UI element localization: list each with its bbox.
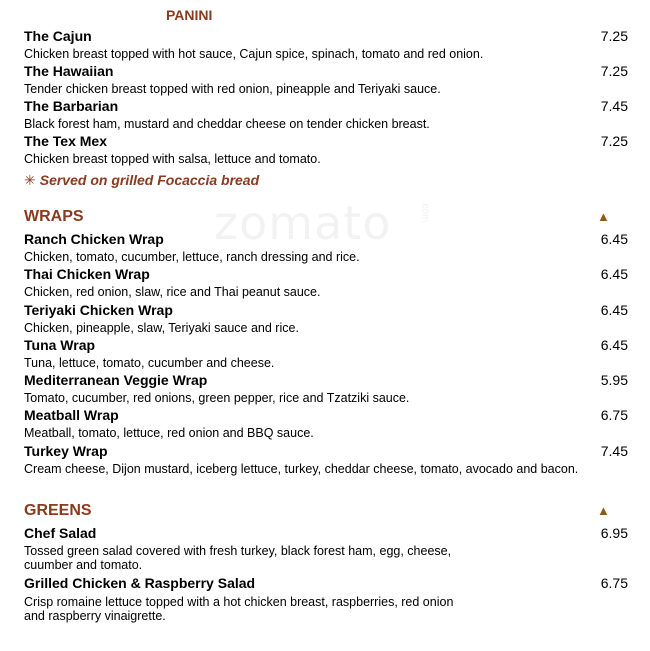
menu-item-name: Mediterranean Veggie Wrap — [24, 372, 208, 388]
menu-item-price: 6.75 — [600, 575, 628, 591]
menu-item-price: 6.45 — [600, 266, 628, 282]
menu-item-name: Tuna Wrap — [24, 337, 96, 353]
menu-item-description: Chicken, pineapple, slaw, Teriyaki sauce and rice. — [24, 321, 299, 335]
menu-item-description: Tossed green salad covered with fresh turkey, black forest ham, egg, cheese, — [24, 544, 452, 558]
menu-item-description: Chicken, red onion, slaw, rice and Thai peanut sauce. — [24, 285, 321, 299]
menu-item-price: 6.75 — [600, 407, 628, 423]
menu-item-description: Tender chicken breast topped with red onion, pineapple and Teriyaki sauce. — [24, 82, 441, 96]
menu-item-description: cuumber and tomato. — [24, 558, 143, 572]
menu-item-price: 7.25 — [600, 133, 628, 149]
menu-item-description: Chicken, tomato, cucumber, lettuce, ranch dressing and rice. — [24, 250, 360, 264]
zomato-watermark-suffix: .com — [419, 200, 431, 223]
menu-item-price: 5.95 — [600, 372, 628, 388]
menu-item-name: Ranch Chicken Wrap — [24, 231, 164, 247]
menu-item-name: Grilled Chicken & Raspberry Salad — [24, 575, 256, 591]
menu-item-price: 6.45 — [600, 302, 628, 318]
menu-item-description: Meatball, tomato, lettuce, red onion and BBQ sauce. — [24, 426, 314, 440]
menu-item-price: 7.25 — [600, 63, 628, 79]
menu-item-name: Chef Salad — [24, 525, 97, 541]
menu-item-price: 7.45 — [600, 443, 628, 459]
menu-item-description: Black forest ham, mustard and cheddar cheese on tender chicken breast. — [24, 117, 430, 131]
menu-item-name: The Hawaiian — [24, 63, 114, 79]
menu-item-price: 6.45 — [600, 231, 628, 247]
menu-item-name: Teriyaki Chicken Wrap — [24, 302, 173, 318]
wraps-section-title: WRAPS — [24, 208, 84, 225]
back-to-top-arrow-icon[interactable]: ▲ — [597, 209, 610, 224]
menu-item-price: 6.45 — [600, 337, 628, 353]
panini-note — [24, 172, 259, 189]
panini-section-title: PANINI — [166, 7, 213, 23]
back-to-top-arrow-icon[interactable]: ▲ — [597, 503, 610, 518]
menu-item-description: Crisp romaine lettuce topped with a hot chicken breast, raspberries, red onion — [24, 595, 454, 609]
menu-item-description: Chicken breast topped with salsa, lettuce and tomato. — [24, 152, 321, 166]
menu-item-price: 7.25 — [600, 28, 628, 44]
menu-item-description: Cream cheese, Dijon mustard, iceberg lettuce, turkey, cheddar cheese, tomato, avocado and bacon. — [24, 462, 579, 476]
menu-item-description: Chicken breast topped with hot sauce, Cajun spice, spinach, tomato and red onion. — [24, 47, 484, 61]
menu-item-name: Turkey Wrap — [24, 443, 108, 459]
menu-item-description: Tuna, lettuce, tomato, cucumber and cheese. — [24, 356, 275, 370]
panini-note-text: Served on grilled Focaccia bread — [39, 172, 260, 188]
menu-item-name: The Tex Mex — [24, 133, 107, 149]
menu-item-price: 6.95 — [600, 525, 628, 541]
menu-item-price: 7.45 — [600, 98, 628, 114]
menu-item-description: Tomato, cucumber, red onions, green pepper, rice and Tzatziki sauce. — [24, 391, 410, 405]
menu-item-name: Meatball Wrap — [24, 407, 119, 423]
menu-item-name: The Cajun — [24, 28, 92, 44]
menu-item-name: Thai Chicken Wrap — [24, 266, 150, 282]
asterisk-icon: ✳ — [24, 172, 36, 188]
greens-section-title: GREENS — [24, 502, 92, 519]
zomato-watermark: zomato — [214, 196, 392, 250]
menu-item-name: The Barbarian — [24, 98, 119, 114]
menu-item-description: and raspberry vinaigrette. — [24, 609, 166, 623]
